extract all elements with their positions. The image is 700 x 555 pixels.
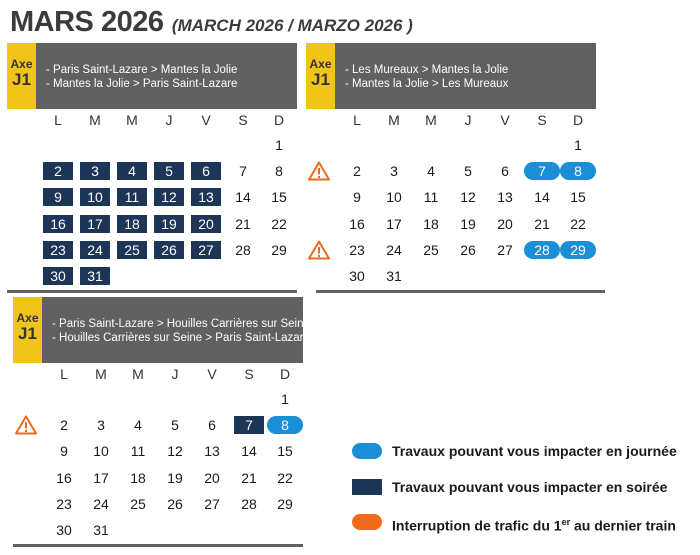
day-cell: 15 — [277, 443, 293, 460]
day-cell: 17 — [386, 215, 402, 232]
calendar-paris-houilles — [13, 297, 310, 552]
route-line: - Paris Saint-Lazare > Mantes la Jolie — [46, 64, 238, 76]
warning-icon — [308, 161, 330, 181]
day-cell: 11 — [130, 443, 146, 460]
axe-badge — [306, 43, 335, 109]
legend-swatch-evening — [352, 479, 382, 495]
weekday-label: M — [95, 366, 107, 382]
day-cell-evening: 6 — [191, 162, 221, 180]
day-cell-evening: 31 — [80, 267, 110, 285]
day-cell: 18 — [423, 215, 439, 232]
day-cell: 30 — [56, 522, 72, 538]
day-cell-evening: 17 — [80, 215, 110, 233]
day-cell: 25 — [423, 241, 439, 258]
weekday-label: L — [353, 112, 361, 128]
day-cell: 12 — [460, 189, 476, 206]
day-cell: 15 — [271, 189, 287, 206]
weekday-label: D — [572, 112, 584, 128]
day-cell: 19 — [460, 215, 476, 232]
warning-icon — [308, 240, 330, 260]
route-line: - Paris Saint-Lazare > Houilles Carrières sur Seine — [52, 318, 310, 330]
day-cell: 27 — [497, 241, 513, 258]
legend-interruption-prefix: Interruption de trafic du 1 — [392, 517, 562, 534]
day-cell-evening: 5 — [154, 162, 184, 180]
day-cell-daytime: 8 — [267, 416, 303, 434]
day-cell-evening: 24 — [80, 241, 110, 259]
day-cell: 23 — [349, 241, 365, 258]
day-cell-evening: 7 — [234, 416, 264, 434]
day-cell: 4 — [134, 417, 142, 434]
weekday-label: L — [60, 366, 68, 382]
route-list — [46, 63, 237, 91]
day-cell: 21 — [241, 469, 257, 486]
calendar-bottom-rule — [13, 544, 303, 547]
day-cell: 12 — [167, 443, 183, 460]
axe-label: Axe — [309, 57, 332, 71]
day-cell: 2 — [60, 417, 68, 434]
day-cell: 19 — [167, 469, 183, 486]
day-cell: 31 — [93, 522, 109, 538]
day-cell: 16 — [349, 215, 365, 232]
day-cell: 13 — [497, 189, 513, 206]
day-cell-evening: 10 — [80, 188, 110, 206]
day-cell-evening: 11 — [117, 188, 147, 206]
day-cell: 26 — [167, 495, 183, 512]
calendar-header — [306, 43, 596, 109]
day-cell: 14 — [534, 189, 550, 206]
day-cell: 10 — [386, 189, 402, 206]
day-cell-evening: 3 — [80, 162, 110, 180]
day-cell-evening: 9 — [43, 188, 73, 206]
day-cell: 17 — [93, 469, 109, 486]
legend-interruption-sup: er — [561, 517, 571, 527]
day-cell-evening: 13 — [191, 188, 221, 206]
day-cell-evening: 19 — [154, 215, 184, 233]
day-cell: 8 — [275, 163, 283, 180]
route-list — [52, 317, 310, 345]
route-list — [345, 63, 508, 91]
axe-badge — [13, 297, 42, 363]
day-cell: 3 — [97, 417, 105, 434]
day-cell: 20 — [497, 215, 513, 232]
day-cell-evening: 2 — [43, 162, 73, 180]
route-line: - Mantes la Jolie > Les Mureaux — [345, 78, 509, 90]
day-cell: 13 — [204, 443, 220, 460]
title-subtitle: (MARCH 2026 / MARZO 2026 ) — [171, 16, 413, 35]
day-cell: 10 — [93, 443, 109, 460]
day-cell: 7 — [239, 163, 247, 180]
weekday-label: M — [388, 112, 400, 128]
day-cell: 11 — [423, 189, 439, 206]
weekday-label: V — [500, 112, 510, 128]
day-cell: 5 — [171, 417, 179, 434]
route-line: - Mantes la Jolie > Paris Saint-Lazare — [46, 78, 238, 90]
weekday-label: V — [201, 112, 211, 128]
route-line: - Les Mureaux > Mantes la Jolie — [345, 64, 509, 76]
weekday-label: D — [273, 112, 285, 128]
day-cell-evening: 25 — [117, 241, 147, 259]
calendar-mureaux-mantes — [306, 43, 605, 293]
day-cell: 4 — [427, 163, 435, 180]
day-cell: 22 — [271, 215, 287, 232]
day-cell: 15 — [570, 189, 586, 206]
calendar-bottom-rule — [7, 290, 297, 293]
day-cell: 1 — [275, 137, 283, 153]
title-main: MARS 2026 — [10, 6, 164, 38]
day-cell-evening: 20 — [191, 215, 221, 233]
calendar-bottom-rule — [316, 290, 605, 293]
axe-line-name: J1 — [12, 70, 31, 89]
day-cell: 1 — [574, 137, 582, 153]
calendar-header — [13, 297, 310, 363]
weekday-label: J — [165, 112, 173, 128]
day-cell: 30 — [349, 268, 365, 284]
legend-swatch-daytime — [352, 443, 382, 459]
day-cell: 6 — [208, 417, 216, 434]
legend-label-evening: Travaux pouvant vous impacter en soirée — [392, 479, 668, 495]
page-title — [10, 6, 413, 39]
day-cell: 5 — [464, 163, 472, 180]
weekday-label: D — [279, 366, 291, 382]
weekday-label: S — [238, 112, 248, 128]
day-cell: 1 — [281, 391, 289, 407]
day-cell: 28 — [235, 241, 251, 258]
day-cell-daytime: 8 — [560, 162, 596, 180]
day-cell-evening: 16 — [43, 215, 73, 233]
day-cell: 23 — [56, 495, 72, 512]
route-line: - Houilles Carrières sur Seine > Paris Saint-Lazare — [52, 332, 310, 344]
legend-interruption-suffix: au dernier train — [570, 517, 676, 534]
day-cell-daytime: 29 — [560, 241, 596, 259]
day-cell-evening: 26 — [154, 241, 184, 259]
weekday-label: M — [132, 366, 144, 382]
calendar-header — [7, 43, 297, 109]
day-cell: 29 — [277, 495, 293, 512]
legend-label-daytime: Travaux pouvant vous impacter en journée — [392, 443, 677, 459]
day-cell-daytime: 28 — [524, 241, 560, 259]
day-cell: 24 — [93, 495, 109, 512]
day-cell: 14 — [241, 443, 257, 460]
day-cell: 9 — [60, 443, 68, 460]
weekday-label: V — [207, 366, 217, 382]
axe-label: Axe — [16, 311, 39, 325]
day-cell-evening: 27 — [191, 241, 221, 259]
axe-line-name: J1 — [18, 324, 37, 343]
day-cell: 6 — [501, 163, 509, 180]
weekday-label: S — [244, 366, 254, 382]
warning-icon — [15, 415, 37, 435]
weekday-label: M — [126, 112, 138, 128]
day-cell-evening: 4 — [117, 162, 147, 180]
calendar-paris-mantes — [7, 43, 297, 293]
day-cell-daytime: 7 — [524, 162, 560, 180]
weekday-label: J — [464, 112, 472, 128]
day-cell-evening: 30 — [43, 267, 73, 285]
day-cell: 14 — [235, 189, 251, 206]
day-cell-evening: 23 — [43, 241, 73, 259]
legend-swatch-interruption — [352, 514, 382, 530]
day-cell: 28 — [241, 495, 257, 512]
day-cell: 20 — [204, 469, 220, 486]
day-cell: 21 — [534, 215, 550, 232]
day-cell: 9 — [353, 189, 361, 206]
axe-line-name: J1 — [311, 70, 330, 89]
day-cell: 16 — [56, 469, 72, 486]
day-cell: 22 — [277, 469, 293, 486]
weekday-label: M — [89, 112, 101, 128]
day-cell-evening: 12 — [154, 188, 184, 206]
day-cell: 25 — [130, 495, 146, 512]
weekday-label: J — [171, 366, 179, 382]
day-cell: 31 — [386, 268, 402, 284]
axe-label: Axe — [10, 57, 33, 71]
day-cell: 2 — [353, 163, 361, 180]
legend-label-interruption — [392, 513, 676, 535]
day-cell: 24 — [386, 241, 402, 258]
day-cell: 18 — [130, 469, 146, 486]
day-cell: 27 — [204, 495, 220, 512]
day-cell: 22 — [570, 215, 586, 232]
day-cell: 21 — [235, 215, 251, 232]
weekday-label: S — [537, 112, 547, 128]
weekday-label: M — [425, 112, 437, 128]
day-cell-evening: 18 — [117, 215, 147, 233]
weekday-label: L — [54, 112, 62, 128]
day-cell: 26 — [460, 241, 476, 258]
day-cell: 3 — [390, 163, 398, 180]
axe-badge — [7, 43, 36, 109]
day-cell: 29 — [271, 241, 287, 258]
